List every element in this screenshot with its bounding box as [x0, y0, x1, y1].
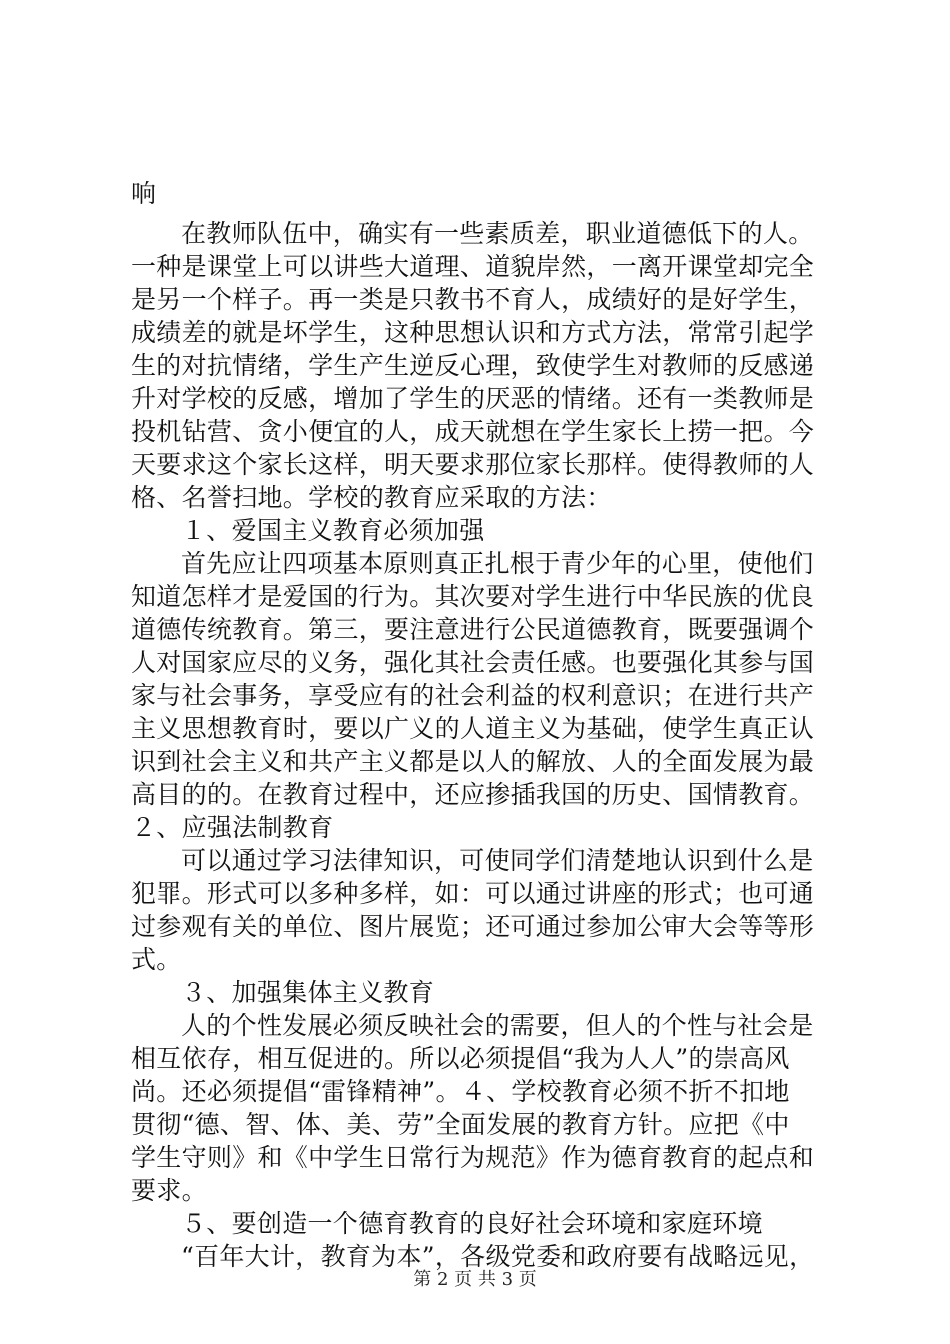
text-line: 一种是课堂上可以讲些大道理、道貌岸然，一离开课堂却完全 [131, 252, 815, 281]
text-line: 高目的的。在教育过程中，还应掺插我国的历史、国情教育。 [131, 780, 815, 809]
section-heading-3: ３、加强集体主义教育 [181, 978, 435, 1007]
text-line: 主义思想教育时，要以广义的人道主义为基础，使学生真正认 [131, 714, 815, 743]
text-line: 是另一个样子。再一类是只教书不育人，成绩好的是好学生， [131, 285, 815, 314]
text-line: 贯彻“德、智、体、美、劳”全面发展的教育方针。应把《中 [131, 1110, 790, 1139]
section-heading-1: １、爱国主义教育必须加强 [181, 516, 485, 545]
text-line: 识到社会主义和共产主义都是以人的解放、人的全面发展为最 [131, 747, 815, 776]
paragraph-first-line: 可以通过学习法律知识，可使同学们清楚地认识到什么是 [181, 846, 814, 875]
text-line: 家与社会事务，享受应有的社会利益的权利意识；在进行共产 [131, 681, 815, 710]
section-heading-5: ５、要创造一个德育教育的良好社会环境和家庭环境 [181, 1209, 763, 1238]
text-line: 响 [131, 179, 157, 208]
text-line: 要求。 [131, 1176, 207, 1205]
paragraph-first-line: 人的个性发展必须反映社会的需要，但人的个性与社会是 [181, 1011, 814, 1040]
page-number-footer: 第 2 页 共 3 页 [413, 1269, 537, 1290]
text-line: 生的对抗情绪，学生产生逆反心理，致使学生对教师的反感递 [131, 351, 815, 380]
text-line: 人对国家应尽的义务，强化其社会责任感。也要强化其参与国 [131, 648, 815, 677]
text-line: 过参观有关的单位、图片展览；还可通过参加公审大会等等形 [131, 912, 815, 941]
paragraph-first-line: “百年大计，教育为本”，各级党委和政府要有战略远见， [181, 1242, 815, 1271]
paragraph-first-line: 在教师队伍中，确实有一些素质差，职业道德低下的人。 [181, 219, 814, 248]
text-line: 式。 [131, 945, 182, 974]
section-heading-2: ２、应强法制教育 [131, 813, 334, 842]
text-line: 犯罪。形式可以多种多样，如：可以通过讲座的形式；也可通 [131, 879, 815, 908]
paragraph-first-line: 首先应让四项基本原则真正扎根于青少年的心里，使他们 [181, 549, 814, 578]
text-line: 天要求这个家长这样，明天要求那位家长那样。使得教师的人 [131, 450, 815, 479]
text-line: 相互依存，相互促进的。所以必须提倡“我为人人”的崇高风 [131, 1044, 790, 1073]
text-line: 知道怎样才是爱国的行为。其次要对学生进行中华民族的优良 [131, 582, 815, 611]
text-line: 升对学校的反感，增加了学生的厌恶的情绪。还有一类教师是 [131, 384, 815, 413]
text-line: 尚。还必须提倡“雷锋精神”。４、学校教育必须不折不扣地 [131, 1077, 790, 1106]
text-line: 成绩差的就是坏学生，这种思想认识和方式方法，常常引起学 [131, 318, 815, 347]
text-line: 格、名誉扫地。学校的教育应采取的方法： [131, 483, 612, 512]
text-line: 学生守则》和《中学生日常行为规范》作为德育教育的起点和 [131, 1143, 815, 1172]
text-line: 道德传统教育。第三，要注意进行公民道德教育，既要强调个 [131, 615, 815, 644]
text-line: 投机钻营、贪小便宜的人，成天就想在学生家长上捞一把。今 [131, 417, 815, 446]
